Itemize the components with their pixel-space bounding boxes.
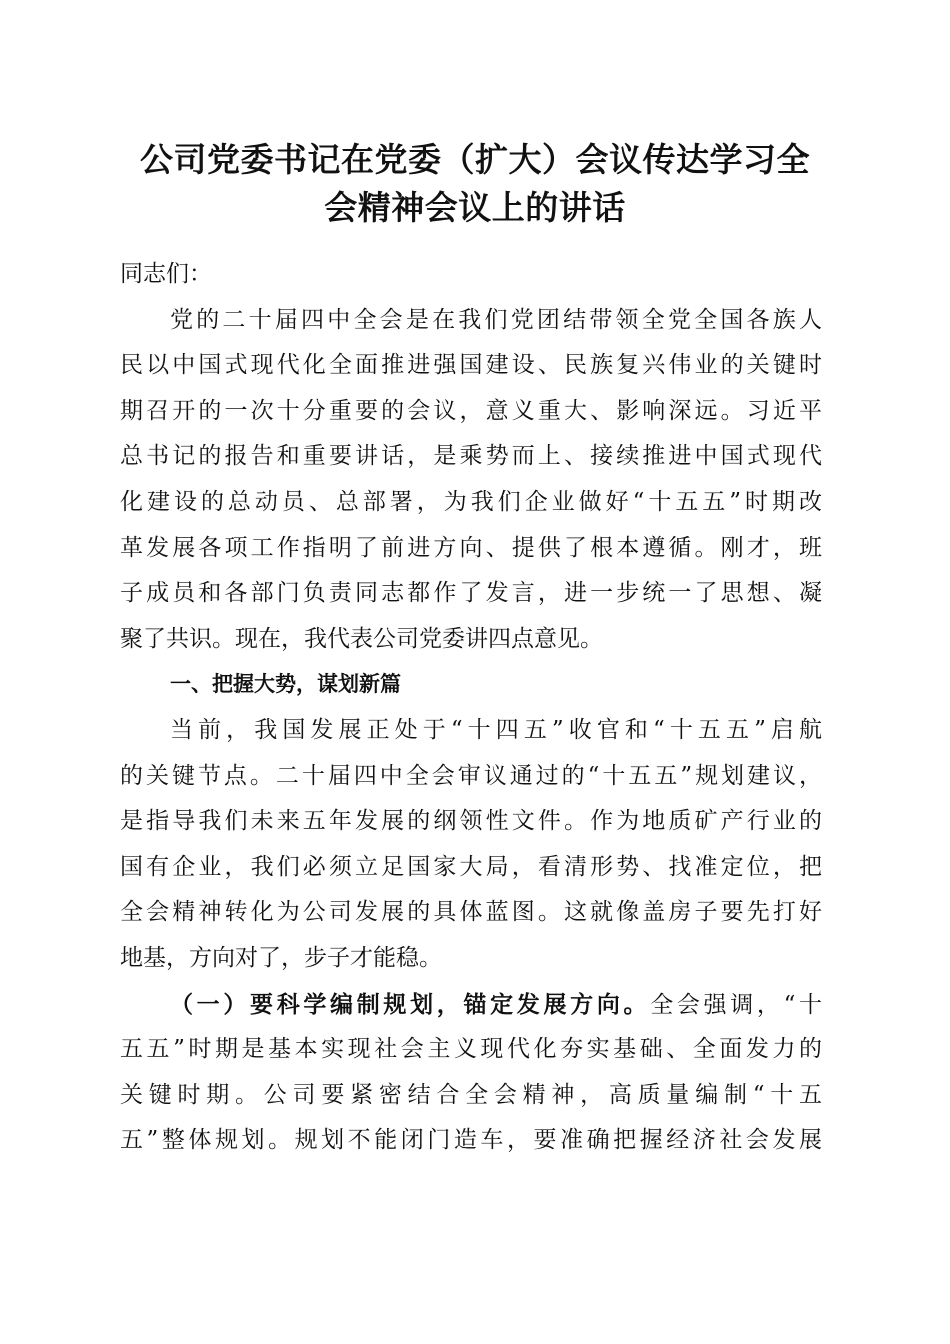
paragraph-1-line: 总书记的报告和重要讲话，是乘势而上、接续推进中国式现代 <box>120 443 822 470</box>
paragraph-1-line: 化建设的总动员、总部署，为我们企业做好“十五五”时期改 <box>120 488 822 515</box>
paragraph-3-line: 五五”时期是基本实现社会主义现代化夯实基础、全面发力的 <box>120 1036 822 1063</box>
paragraph-1-line: 党的二十届四中全会是在我们党团结带领全党全国各族人 <box>170 306 822 333</box>
paragraph-2-line: 全会精神转化为公司发展的具体蓝图。这就像盖房子要先打好 <box>120 899 822 926</box>
document-title <box>110 136 840 232</box>
paragraph-2-line: 国有企业，我们必须立足国家大局，看清形势、找准定位，把 <box>120 853 822 880</box>
paragraph-3-line: 五”整体规划。规划不能闭门造车，要准确把握经济社会发展 <box>120 1127 822 1154</box>
subsection-1-lead: （一）要科学编制规划，锚定发展方向。 <box>170 990 651 1018</box>
paragraph-2-line: 的关键节点。二十届四中全会审议通过的“十五五”规划建议， <box>120 762 822 789</box>
paragraph-2-line: 地基，方向对了，步子才能稳。 <box>120 944 442 971</box>
paragraph-1-line: 民以中国式现代化全面推进强国建设、民族复兴伟业的关键时 <box>120 352 822 379</box>
document-body <box>120 252 822 1164</box>
paragraph-3-line: 关键时期。公司要紧密结合全会精神，高质量编制“十五 <box>120 1081 822 1108</box>
paragraph-2-line: 当前，我国发展正处于“十四五”收官和“十五五”启航 <box>170 716 822 743</box>
paragraph-3-first-rest: 全会强调，“十 <box>650 991 823 1018</box>
paragraph-1-line: 子成员和各部门负责同志都作了发言，进一步统一了思想、凝 <box>120 580 822 607</box>
section-1-heading: 一、把握大势，谋划新篇 <box>170 672 401 697</box>
title-line-1: 公司党委书记在党委（扩大）会议传达学习全 <box>140 140 810 179</box>
paragraph-1-line: 聚了共识。现在，我代表公司党委讲四点意见。 <box>120 625 603 652</box>
paragraph-2-line: 是指导我们未来五年发展的纲领性文件。作为地质矿产行业的 <box>120 808 822 835</box>
paragraph-1-line: 革发展各项工作指明了前进方向、提供了根本遵循。刚才，班 <box>120 534 822 561</box>
title-line-2: 会精神会议上的讲话 <box>324 188 626 227</box>
paragraph-1-line: 期召开的一次十分重要的会议，意义重大、影响深远。习近平 <box>120 397 822 424</box>
paragraph-3-first-line <box>120 982 822 1028</box>
salutation: 同志们： <box>120 261 212 287</box>
